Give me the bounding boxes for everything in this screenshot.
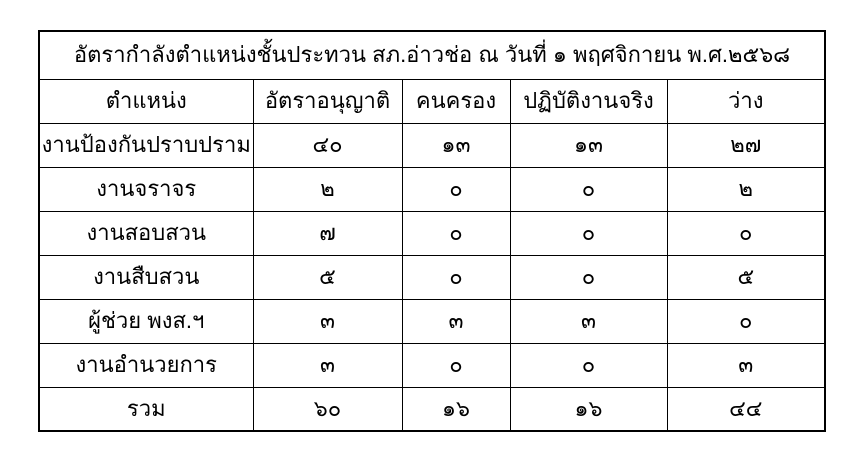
- header-authorized-rate: อัตราอนุญาติ: [253, 79, 402, 123]
- value-cell: ๓: [402, 299, 510, 343]
- table-row-administration: [39, 343, 825, 387]
- value-cell: ๓: [667, 343, 825, 387]
- table-row-assistant-inquiry: [39, 299, 825, 343]
- value-cell: ๕: [667, 255, 825, 299]
- value-cell: ๑๓: [510, 123, 667, 167]
- value-cell: ๓: [510, 299, 667, 343]
- value-cell: ๓: [253, 299, 402, 343]
- row-label-total: รวม: [39, 387, 253, 431]
- value-cell: ๐: [510, 167, 667, 211]
- row-label: งานสืบสวน: [39, 255, 253, 299]
- value-cell: ๐: [667, 299, 825, 343]
- value-cell: ๑๖: [402, 387, 510, 431]
- header-occupied: คนครอง: [402, 79, 510, 123]
- row-label: ผู้ช่วย พงส.ฯ: [39, 299, 253, 343]
- table-row-total: [39, 387, 825, 431]
- row-label: งานสอบสวน: [39, 211, 253, 255]
- value-cell: ๒: [667, 167, 825, 211]
- value-cell: ๖๐: [253, 387, 402, 431]
- row-label: งานอำนวยการ: [39, 343, 253, 387]
- table-title: อัตรากำลังตำแหน่งชั้นประทวน สภ.อ่าวช่อ ณ วันที่ ๑ พฤศจิกายน พ.ศ.๒๕๖๘: [39, 31, 825, 79]
- value-cell: ๐: [402, 255, 510, 299]
- value-cell: ๗: [253, 211, 402, 255]
- value-cell: ๐: [510, 255, 667, 299]
- row-label: งานจราจร: [39, 167, 253, 211]
- value-cell: ๐: [402, 167, 510, 211]
- value-cell: ๔๔: [667, 387, 825, 431]
- value-cell: ๓: [253, 343, 402, 387]
- value-cell: ๒๗: [667, 123, 825, 167]
- table-row-prevention-suppression: [39, 123, 825, 167]
- header-position: ตำแหน่ง: [39, 79, 253, 123]
- value-cell: ๒: [253, 167, 402, 211]
- personnel-strength-table: [38, 30, 826, 432]
- value-cell: ๐: [667, 211, 825, 255]
- table-title-row: [39, 31, 825, 79]
- value-cell: ๑๓: [402, 123, 510, 167]
- value-cell: ๐: [402, 343, 510, 387]
- value-cell: ๑๖: [510, 387, 667, 431]
- header-actually-working: ปฏิบัติงานจริง: [510, 79, 667, 123]
- table-header-row: [39, 79, 825, 123]
- value-cell: ๐: [402, 211, 510, 255]
- value-cell: ๕: [253, 255, 402, 299]
- value-cell: ๐: [510, 211, 667, 255]
- table-row-traffic: [39, 167, 825, 211]
- value-cell: ๐: [510, 343, 667, 387]
- header-vacant: ว่าง: [667, 79, 825, 123]
- value-cell: ๔๐: [253, 123, 402, 167]
- table-row-investigation: [39, 255, 825, 299]
- row-label: งานป้องกันปราบปราม: [39, 123, 253, 167]
- table-row-interrogation: [39, 211, 825, 255]
